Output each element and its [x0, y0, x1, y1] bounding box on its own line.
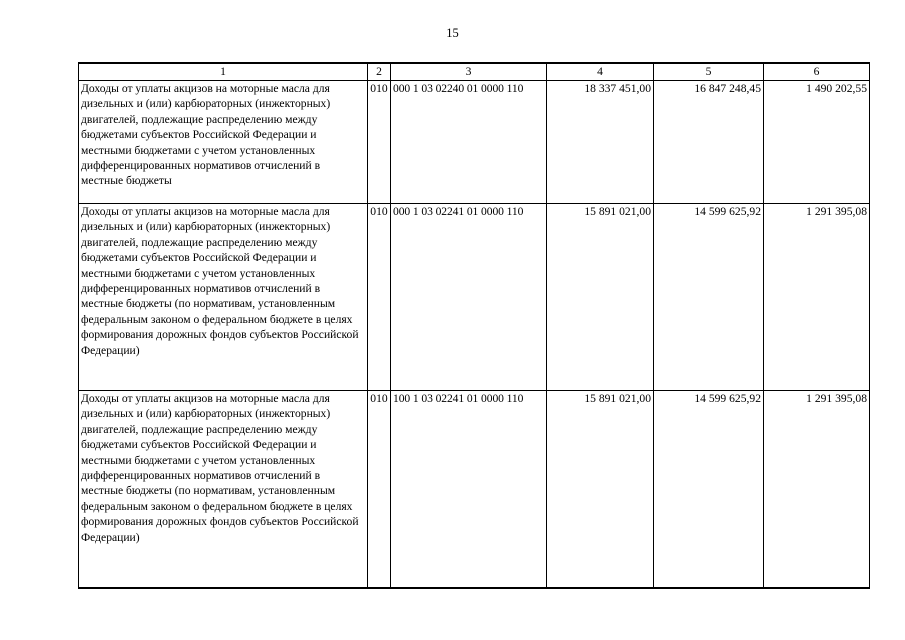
amount-col5-cell: 14 599 625,92	[654, 391, 764, 589]
page-number: 15	[446, 26, 459, 40]
admin-code-cell: 010	[368, 81, 391, 204]
revenue-name-cell: Доходы от уплаты акцизов на моторные масла для дизельных и (или) карбюраторных (инжекторных) двигателей, подлежащие распределению между бюджетами субъектов Российской Федерации и местными бюджетами с учетом установленных дифференцированных нормативов отчислений в местные бюджеты (по нормативам, установленным федеральным законом о федеральном бюджете в целях формирования дорожных фондов субъектов Российской Федерации)	[79, 391, 368, 589]
column-header-1: 1	[79, 63, 368, 81]
amount-col4-cell: 15 891 021,00	[547, 391, 654, 589]
amount-col4-cell: 18 337 451,00	[547, 81, 654, 204]
budget-classification-code-cell: 100 1 03 02241 01 0000 110	[391, 391, 547, 589]
table-row	[79, 391, 870, 589]
revenue-name-cell: Доходы от уплаты акцизов на моторные масла для дизельных и (или) карбюраторных (инжекторных) двигателей, подлежащие распределению между бюджетами субъектов Российской Федерации и местными бюджетами с учетом установленных дифференцированных нормативов отчислений в местные бюджеты	[79, 81, 368, 204]
admin-code-cell: 010	[368, 391, 391, 589]
column-header-5: 5	[654, 63, 764, 81]
table-row	[79, 81, 870, 204]
budget-classification-code-cell: 000 1 03 02240 01 0000 110	[391, 81, 547, 204]
table-header-row	[79, 63, 870, 81]
budget-classification-code-cell: 000 1 03 02241 01 0000 110	[391, 204, 547, 391]
column-header-3: 3	[391, 63, 547, 81]
revenue-name-cell: Доходы от уплаты акцизов на моторные масла для дизельных и (или) карбюраторных (инжекторных) двигателей, подлежащие распределению между бюджетами субъектов Российской Федерации и местными бюджетами с учетом установленных дифференцированных нормативов отчислений в местные бюджеты (по нормативам, установленным федеральным законом о федеральном бюджете в целях формирования дорожных фондов субъектов Российской Федерации)	[79, 204, 368, 391]
column-header-4: 4	[547, 63, 654, 81]
amount-col5-cell: 14 599 625,92	[654, 204, 764, 391]
amount-col5-cell: 16 847 248,45	[654, 81, 764, 204]
admin-code-cell: 010	[368, 204, 391, 391]
amount-col4-cell: 15 891 021,00	[547, 204, 654, 391]
column-header-6: 6	[764, 63, 870, 81]
amount-col6-cell: 1 490 202,55	[764, 81, 870, 204]
table-row	[79, 204, 870, 391]
revenue-table	[78, 62, 870, 589]
amount-col6-cell: 1 291 395,08	[764, 204, 870, 391]
column-header-2: 2	[368, 63, 391, 81]
amount-col6-cell: 1 291 395,08	[764, 391, 870, 589]
